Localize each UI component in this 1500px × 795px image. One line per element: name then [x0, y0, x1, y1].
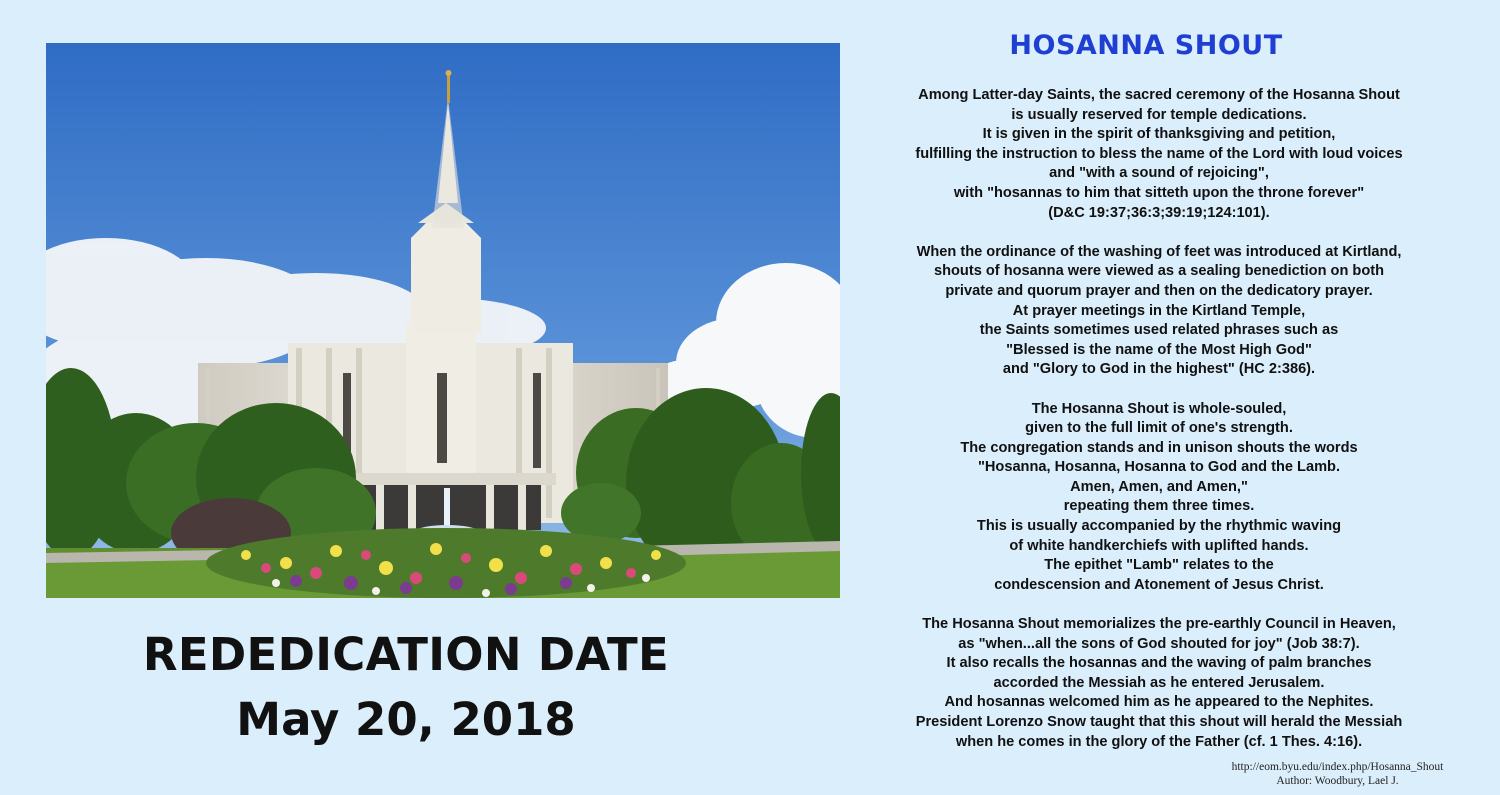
- article-paragraph: [866, 400, 1452, 596]
- temple-photo: [46, 43, 840, 598]
- text-line: This is usually accompanied by the rhythmic waving: [976, 518, 1342, 535]
- article-paragraph: [866, 86, 1452, 223]
- text-line: Amen, Amen, and Amen,": [1070, 478, 1248, 495]
- text-line: And hosannas welcomed him as he appeared to the Nephites.: [944, 694, 1374, 711]
- article-paragraph: [866, 615, 1452, 752]
- article-paragraph: [866, 243, 1452, 380]
- text-line: fulfilling the instruction to bless the name of the Lord with loud voices: [915, 145, 1403, 162]
- text-line: repeating them three times.: [1063, 498, 1255, 515]
- text-line: when he comes in the glory of the Father (cf. 1 Thes. 4:16).: [955, 733, 1363, 750]
- text-line: given to the full limit of one's strength.: [1025, 420, 1293, 437]
- text-line: When the ordinance of the washing of feet was introduced at Kirtland,: [916, 243, 1402, 260]
- text-line: The epithet "Lamb" relates to the: [1044, 557, 1274, 574]
- text-line: of white handkerchiefs with uplifted hands.: [1009, 537, 1309, 554]
- text-line: Among Latter-day Saints, the sacred ceremony of the Hosanna Shout: [918, 87, 1400, 103]
- text-line: The Hosanna Shout memorializes the pre-earthly Council in Heaven,: [922, 616, 1396, 633]
- text-line: condescension and Atonement of Jesus Christ.: [994, 576, 1324, 593]
- text-line: with "hosannas to him that sitteth upon the throne forever": [953, 184, 1365, 201]
- text-line: The Hosanna Shout is whole-souled,: [1031, 400, 1287, 417]
- text-line: is usually reserved for temple dedications.: [1011, 106, 1307, 123]
- text-line: private and quorum prayer and then on the dedicatory prayer.: [945, 282, 1373, 299]
- source-credit: [1130, 760, 1500, 788]
- text-line: It is given in the spirit of thanksgiving and petition,: [982, 126, 1336, 143]
- text-line: (D&C 19:37;36:3;39:19;124:101).: [1048, 204, 1270, 221]
- text-line: "Hosanna, Hosanna, Hosanna to God and the Lamb.: [977, 459, 1341, 476]
- rededication-label: REDEDICATION DATE: [142, 628, 670, 681]
- text-line: President Lorenzo Snow taught that this shout will herald the Messiah: [915, 714, 1403, 730]
- text-line: The congregation stands and in unison shouts the words: [960, 439, 1358, 456]
- text-line: and "Glory to God in the highest" (HC 2:386).: [1002, 361, 1316, 378]
- text-line: and "with a sound of rejoicing",: [1049, 165, 1269, 182]
- text-line: It also recalls the hosannas and the waving of palm branches: [946, 655, 1372, 672]
- text-line: accorded the Messiah as he entered Jerusalem.: [993, 674, 1325, 691]
- text-line: as "when...all the sons of God shouted for joy" (Job 38:7).: [958, 635, 1360, 652]
- source-author: Author: Woodbury, Lael J.: [1276, 775, 1399, 787]
- text-line: the Saints sometimes used related phrases such as: [979, 322, 1339, 339]
- source-url: http://eom.byu.edu/index.php/Hosanna_Shout: [1231, 761, 1444, 773]
- text-line: At prayer meetings in the Kirtland Temple,: [1012, 302, 1306, 319]
- flower-bed: [206, 528, 686, 598]
- article-title: HOSANNA SHOUT: [1009, 30, 1283, 61]
- text-line: "Blessed is the name of the Most High God": [1006, 341, 1312, 358]
- temple-photo-illustration: [46, 43, 840, 598]
- text-line: shouts of hosanna were viewed as a sealing benediction on both: [933, 263, 1385, 280]
- rededication-date: May 20, 2018: [236, 693, 576, 746]
- article-body: [866, 86, 1452, 752]
